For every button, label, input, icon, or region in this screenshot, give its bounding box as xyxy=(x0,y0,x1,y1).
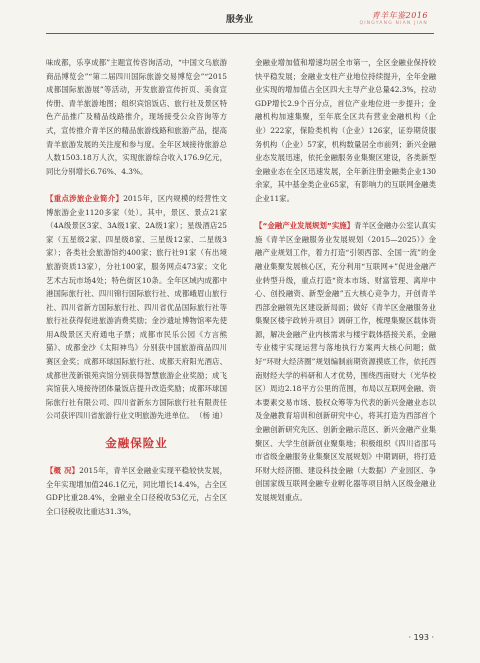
tourism-enterprises-text: 2015年，区内规模的经营性文博旅游企业1120多家（处）。其中，景区、景点21家（4A级景区3家、3A级1家、2A级1家）；星级酒店25家（五星级2家、四星级8家、三星级12家、二星级3家）；各类社会旅游馆约400家；旅行社91家（有出境旅游资质13家），分社100家，服务网点473家；文化艺术古玩市场4处；特色街区10条。全年区域内成都中港国际旅行社、四川锦行国际旅行社、成都峨眉山旅行社、四川省新方国际旅行社、四川省优品国际旅行社等旅行社获得促进旅游消费奖励；金沙遗址博物馆率先使用A级景区天府通电子票；成都市民乐公园《方言熊猫》、成都金沙《太阳神鸟》分别获中国旅游商品四川赛区金奖；成都环球国际旅行社、成都天府阳光酒店、成都世茂新银苑宾馆分别获得智慧旅游企业奖励；成飞宾馆获入境接待团体量饭店提升改造奖励；成都环球国际旅行社有限公司、四川省新东方国际旅行社有限责任公司获评四川省旅游行业文明旅游先进单位。 xyxy=(46,193,227,421)
tourism-enterprises-label: 【重点涉旅企业简介】 xyxy=(46,193,124,203)
left-column xyxy=(46,56,227,532)
tourism-enterprises-paragraph xyxy=(46,192,227,423)
finance-plan-paragraph xyxy=(255,219,436,504)
finance-overview-label: 【概 况】 xyxy=(46,466,80,476)
header-rule xyxy=(46,33,434,34)
page-number: · 193 · xyxy=(408,633,434,642)
finance-overview-text: 2015年，青羊区金融业实现平稳较快发展，全年实现增加值246.1亿元，同比增长14.4%，占全区GDP比重28.4%，金融业全口径税收53亿元，占全区全口径税收比重达31.3%， xyxy=(46,466,227,516)
yearbook-subtitle: QINGYANG NIAN JIAN xyxy=(359,21,428,26)
right-column xyxy=(255,56,436,518)
finance-plan-text: 青羊区金融办公室认真实施《青羊区金融服务业发展规划（2015—2025）》金融产业规划工作，着力打造“引领西部、全国一流”的金融业集聚发展核心区，充分利用“互联网+”促进金融产业转型升级，重点打造“资本市场、财富管理、离岸中心、创投融资、新型金融”五大核心竞争力，开创青羊西部金融领先区建设新局面；做好《青羊区金融服务业集聚区楼宇政转升项目》调研工作，梳理集聚区载体资源，解决金融产业内核需求与楼宇载体搭接关系，金融专业楼宇实现运营与落地执行方案两大核心问题；做好“环财大经济圈”规划编制前期资源摸底工作，依托西南财经大学的科研和人才优势，围绕西南财大（光华校区）周边2.18平方公里的范围，布局以互联网金融、资本要素交易市场、股权众筹等为代表的新兴金融业态以及金融教育培训和创新研究中心，将其打造为西部首个金融创新研究先区、创新金融示范区、新兴金融产业集聚区、大学生创新创业聚集地；积极组织《四川省邵马市省级金融服务业集聚区发展规划》中期调研，将打造环财大经济圈、建设科技金融（大数据）产业园区、争创国家级互联网金融专业孵化器等项目纳入区级金融业发展规划重点。 xyxy=(255,221,436,502)
finance-overview-paragraph xyxy=(46,464,227,518)
page-header xyxy=(0,0,480,36)
finance-plan-label: 【“金融产业发展规划”实施】 xyxy=(255,221,355,231)
finance-section-title: 金融保险业 xyxy=(105,435,168,450)
author-credit: （杨 迪） xyxy=(195,411,227,421)
yearbook-title: 青羊年鉴2016 xyxy=(371,11,428,20)
finance-overview-continued: 金融业增加值和增速均居全市第一，全区金融业保持较快平稳发展；金融业支柱产业地位持续提升，全年金融业实现的增加值占全区四大主导产业总量42.3%，拉动GDP增长2.9个百分点，首位产业地位进一步提升；金融机构加速集聚，至年底全区共有营业金融机构（企业）222家，保险类机构（企业）126家，证券期货服务机构（企业）57家，机构数量居全市前列；新兴金融业态发展迅速，依托金融服务业集聚区建设，各类新型金融业态在全区迅速发展，全年新注册金融类企业130余家，其中基金类企业65家，有影响力的互联网金融类企业11家。 xyxy=(255,58,436,203)
tourism-promo-paragraph: 味成都，乐享成都”主题宣传咨询活动，“中国文乌旅游商品博览会”“第二届四川国际旅游交易博览会”“2015成都国际旅游展”等活动，开发旅游宣传折页、美食宣传册、青羊旅游地图；组织宾馆饭店、旅行社及景区特色产品推广及精品线路推介，现场接受公众咨询等方式，宣传推介青羊区的精品旅游线路和旅游产品，提高青羊旅游发展的关注度和参与度。全年区域接待旅游总人数1503.18万人次，实现旅游综合收入176.9亿元，同比分别增长6.76%、4.3%。 xyxy=(46,58,227,176)
section-title: 服务业 xyxy=(226,15,254,25)
